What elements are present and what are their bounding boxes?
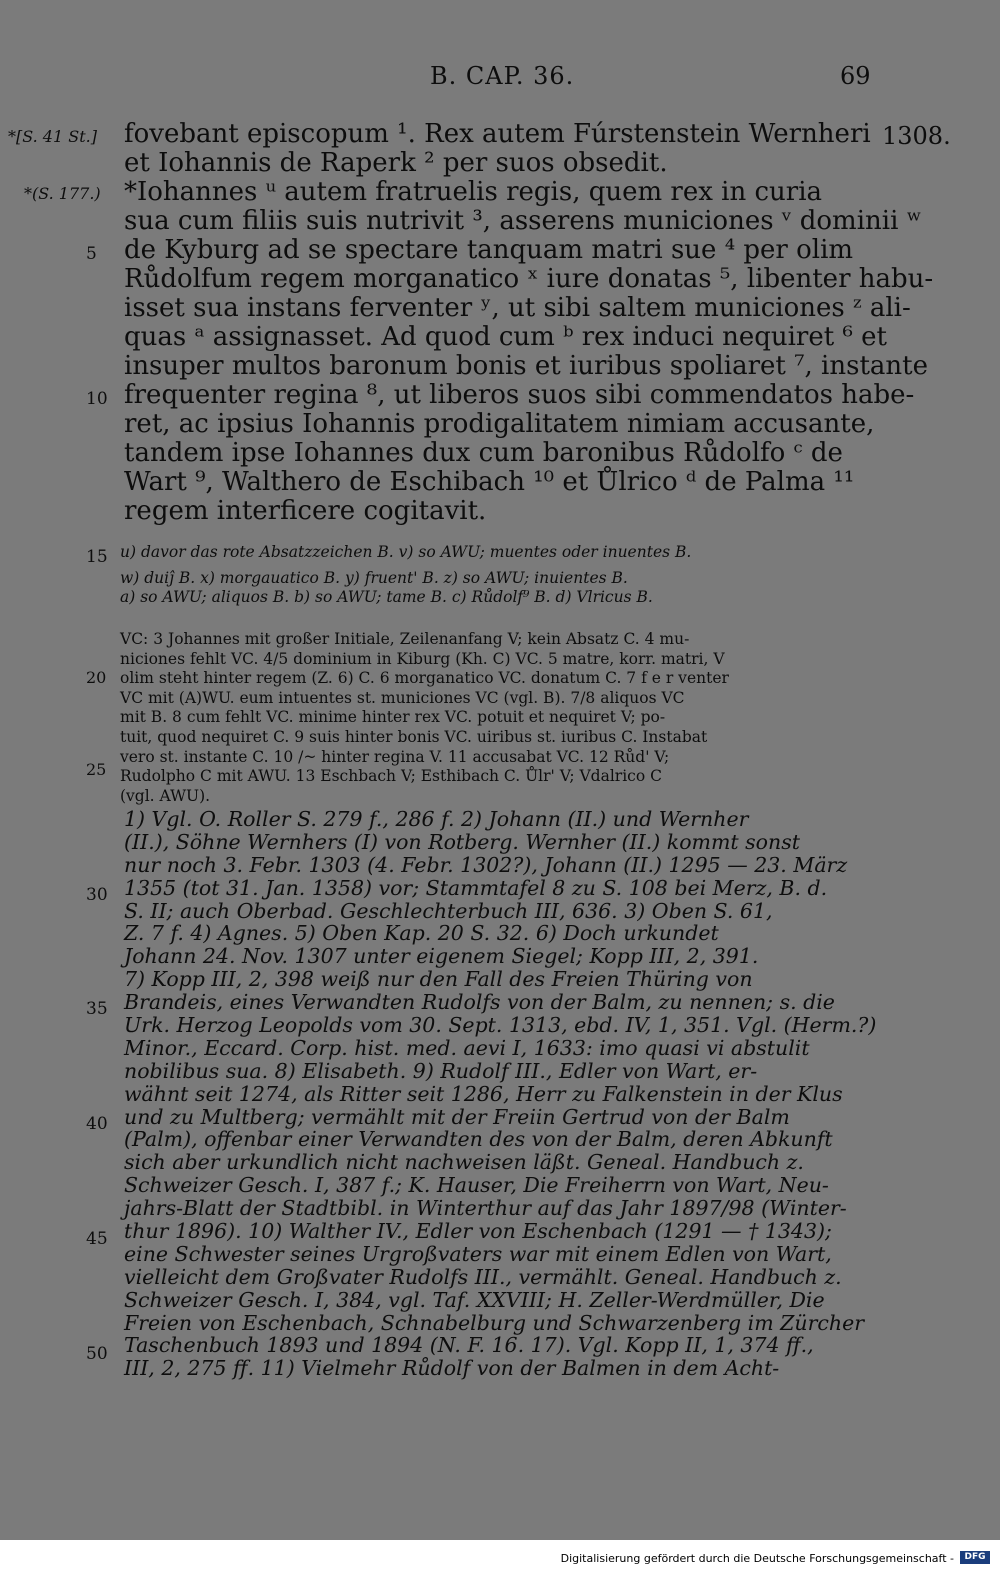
- footnote-line: (II.), Söhne Wernhers (I) von Rotberg. Wernher (II.) kommt sonst: [124, 829, 800, 854]
- line-number-25: 25: [86, 760, 107, 779]
- main-line: et Iohannis de Raperk ² per suos obsedit.: [124, 148, 668, 178]
- line-number-30: 30: [86, 885, 108, 905]
- footnote-line: Freien von Eschenbach, Schnabelburg und Schwarzenberg im Zürcher: [124, 1310, 865, 1335]
- footnote-line: Urk. Herzog Leopolds vom 30. Sept. 1313, ebd. IV, 1, 351. Vgl. (Herm.?): [124, 1013, 877, 1038]
- apparatus-line: Rudolpho C mit AWU. 13 Eschbach V; Esthibach C. Ůlr' V; Vdalrico C: [120, 767, 662, 786]
- margin-ref-1: *[S. 41 St.]: [8, 127, 97, 146]
- main-line: de Kyburg ad se spectare tanquam matri sue ⁴ per olim: [124, 235, 854, 265]
- apparatus-numbers: [120, 630, 729, 806]
- line-number-15: 15: [86, 547, 108, 567]
- margin-year: 1308.: [882, 122, 951, 150]
- line-number-40: 40: [86, 1114, 108, 1134]
- main-line: quas ᵃ assignasset. Ad quod cum ᵇ rex induci nequiret ⁶ et: [124, 322, 887, 352]
- footnote-line: S. II; auch Oberbad. Geschlechterbuch III, 636. 3) Oben S. 61,: [124, 898, 773, 923]
- footnote-line: nur noch 3. Febr. 1303 (4. Febr. 1302?), Johann (II.) 1295 — 23. März: [124, 852, 848, 877]
- footnote-line: Z. 7 f. 4) Agnes. 5) Oben Kap. 20 S. 32. 6) Doch urkundet: [124, 921, 719, 946]
- footnote-line: 1355 (tot 31. Jan. 1358) vor; Stammtafel 8 zu S. 108 bei Merz, B. d.: [124, 875, 828, 900]
- funding-notice: Digitalisierung gefördert durch die Deutsche Forschungsgemeinschaft -: [560, 1552, 954, 1565]
- footnote-line: und zu Multberg; vermählt mit der Freiin Gertrud von der Balm: [124, 1104, 790, 1129]
- footnote-line: Brandeis, eines Verwandten Rudolfs von der Balm, zu nennen; s. die: [124, 990, 835, 1015]
- footnote-line: Johann 24. Nov. 1307 unter eigenem Siegel; Kopp III, 2, 391.: [124, 944, 759, 969]
- apparatus-line: vero st. instante C. 10 /~ hinter regina V. 11 accusabat VC. 12 Růd' V;: [120, 747, 670, 766]
- line-number-35: 35: [86, 999, 108, 1019]
- apparatus-line: VC: 3 Johannes mit großer Initiale, Zeilenanfang V; kein Absatz C. 4 mu-: [120, 630, 690, 648]
- apparatus-line: a) so AWU; aliquos B. b) so AWU; tame B. c) Růdolf⁹ B. d) Vlricus B.: [120, 588, 653, 607]
- apparatus-line: mit B. 8 cum fehlt VC. minime hinter rex VC. potuit et nequiret V; po-: [120, 708, 666, 727]
- apparatus-line: (vgl. AWU).: [120, 786, 211, 805]
- line-number-45: 45: [86, 1229, 108, 1249]
- footnote-line: Schweizer Gesch. I, 384, vgl. Taf. XXVIII; H. Zeller-Werdmüller, Die: [124, 1287, 825, 1312]
- footnote-line: sich aber urkundlich nicht nachweisen läßt. Geneal. Handbuch z.: [124, 1150, 804, 1175]
- footnotes: [124, 808, 876, 1380]
- running-title: B. CAP. 36.: [430, 62, 575, 90]
- footnote-line: jahrs-Blatt der Stadtbibl. in Winterthur auf das Jahr 1897/98 (Winter-: [124, 1196, 847, 1221]
- line-number-10: 10: [86, 389, 108, 409]
- footnote-line: III, 2, 275 ff. 11) Vielmehr Růdolf von der Balmen in dem Acht-: [124, 1356, 780, 1381]
- footnote-line: 1) Vgl. O. Roller S. 279 f., 286 f. 2) Johann (II.) und Wernher: [124, 807, 749, 831]
- main-line: tandem ipse Iohannes dux cum baronibus Růdolfo ᶜ de: [124, 438, 843, 468]
- main-line: isset sua instans ferventer ʸ, ut sibi saltem municiones ᶻ ali-: [124, 293, 911, 323]
- apparatus-line: tuit, quod nequiret C. 9 suis hinter bonis VC. uiribus st. iuribus C. Instabat: [120, 727, 708, 746]
- footnote-line: eine Schwester seines Urgroßvaters war mit einem Edlen von Wart,: [124, 1241, 832, 1266]
- main-line: frequenter regina ⁸, ut liberos suos sibi commendatos habe-: [124, 380, 915, 410]
- footnote-line: wähnt seit 1274, als Ritter seit 1286, Herr zu Falkenstein in der Klus: [124, 1081, 843, 1106]
- margin-ref-2: *(S. 177.): [24, 184, 101, 203]
- dfg-logo: DFG: [960, 1551, 990, 1564]
- line-number-20: 20: [86, 668, 107, 687]
- footnote-line: vielleicht dem Großvater Rudolfs III., vermählt. Geneal. Handbuch z.: [124, 1264, 842, 1289]
- apparatus-letters: [120, 543, 691, 608]
- main-line: *Iohannes ᵘ autem fratruelis regis, quem rex in curia: [124, 177, 823, 207]
- main-text: [124, 120, 933, 526]
- main-line: Růdolfum regem morganatico ˣ iure donatas ⁵, libenter habu-: [124, 264, 934, 294]
- footnote-line: thur 1896). 10) Walther IV., Edler von Eschenbach (1291 — † 1343);: [124, 1219, 832, 1244]
- main-line: ret, ac ipsius Iohannis prodigalitatem nimiam accusante,: [124, 409, 875, 439]
- main-line: Wart ⁹, Walthero de Eschibach ¹⁰ et Ůlrico ᵈ de Palma ¹¹: [124, 467, 855, 497]
- apparatus-line: olim steht hinter regem (Z. 6) C. 6 morganatico VC. donatum C. 7 f e r venter: [120, 669, 729, 688]
- apparatus-line: VC mit (A)WU. eum intuentes st. municiones VC (vgl. B). 7/8 aliquos VC: [120, 688, 685, 707]
- line-number-50: 50: [86, 1344, 108, 1364]
- main-line: regem interficere cogitavit.: [124, 496, 487, 526]
- footnote-line: Taschenbuch 1893 und 1894 (N. F. 16. 17). Vgl. Kopp II, 1, 374 ff.,: [124, 1333, 814, 1358]
- apparatus-line: niciones fehlt VC. 4/5 dominium in Kiburg (Kh. C) VC. 5 matre, korr. matri, V: [120, 649, 725, 668]
- main-line: sua cum filiis suis nutrivit ³, asserens municiones ᵛ dominii ʷ: [124, 206, 922, 236]
- apparatus-line: w) duiĵ B. x) morgauatico B. y) fruent' B. z) so AWU; inuientes B.: [120, 568, 628, 587]
- page-number: 69: [840, 62, 871, 90]
- line-number-5: 5: [86, 244, 97, 264]
- footnote-line: Minor., Eccard. Corp. hist. med. aevi I, 1633: imo quasi vi abstulit: [124, 1035, 810, 1060]
- main-line: fovebant episcopum ¹. Rex autem Fúrstenstein Wernheri: [124, 119, 871, 149]
- main-line: insuper multos baronum bonis et iuribus spoliaret ⁷, instante: [124, 351, 928, 381]
- footnote-line: 7) Kopp III, 2, 398 weiß nur den Fall des Freien Thüring von: [124, 967, 753, 992]
- footnote-line: Schweizer Gesch. I, 387 f.; K. Hauser, Die Freiherrn von Wart, Neu-: [124, 1173, 829, 1198]
- footnote-line: (Palm), offenbar einer Verwandten des von der Balm, deren Abkunft: [124, 1127, 833, 1152]
- apparatus-line: u) davor das rote Absatzzeichen B. v) so AWU; muentes oder inuentes B.: [120, 543, 692, 561]
- footnote-line: nobilibus sua. 8) Elisabeth. 9) Rudolf III., Edler von Wart, er-: [124, 1058, 758, 1083]
